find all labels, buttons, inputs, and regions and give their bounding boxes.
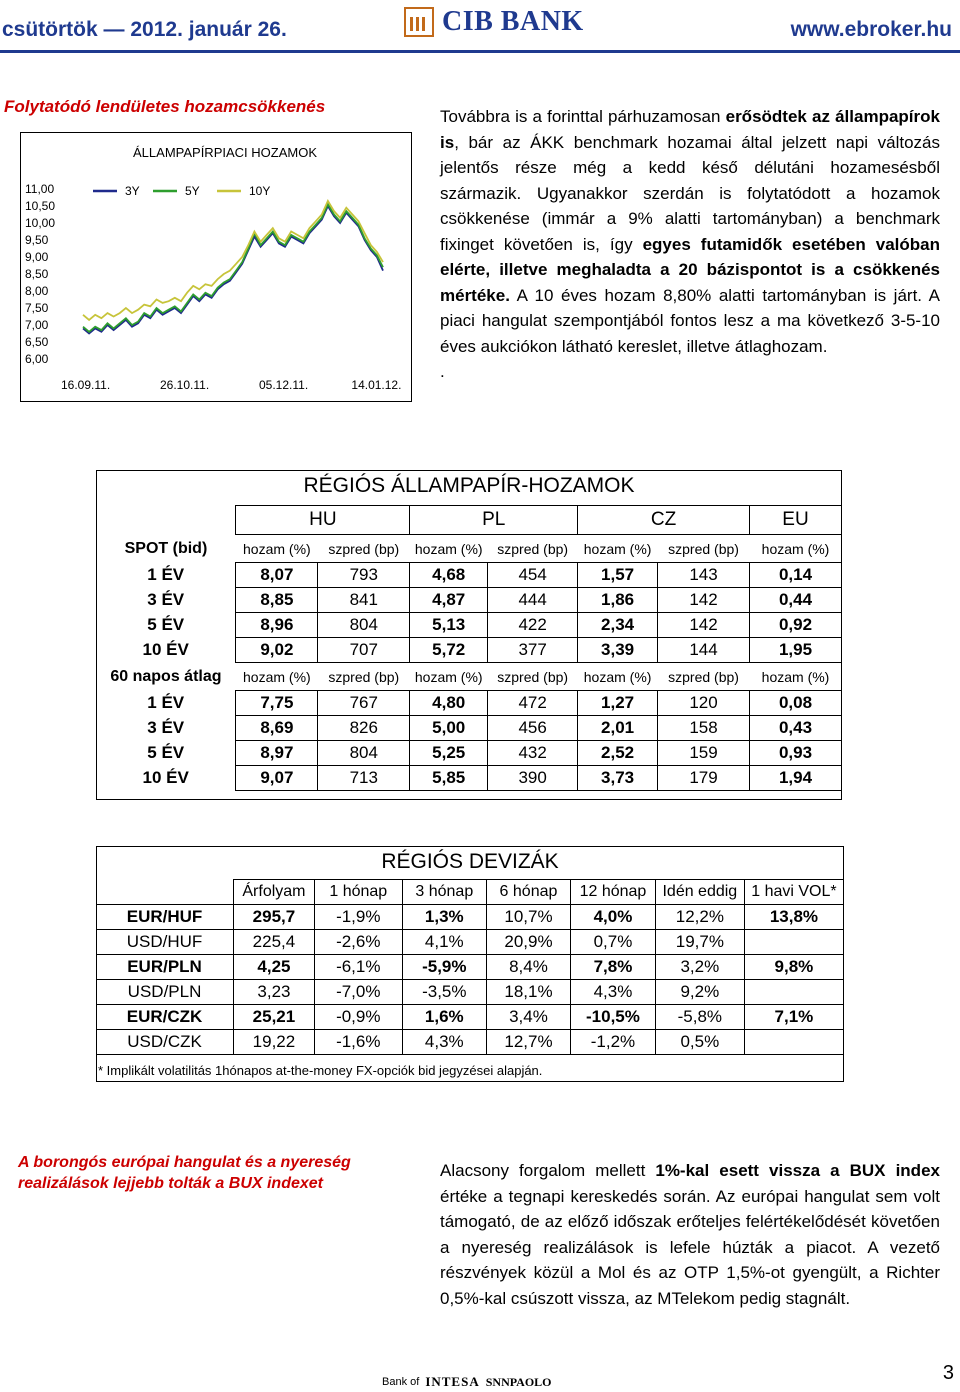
block-label: 60 napos átlag	[110, 667, 222, 685]
table-cell: 1,27	[578, 691, 658, 716]
table-cell: 4,80	[410, 691, 488, 716]
currency-pair: EUR/CZK	[96, 1005, 234, 1030]
currency-pair: EUR/HUF	[96, 905, 234, 930]
table-cell: 4,3%	[571, 980, 656, 1005]
currency-pair: EUR/PLN	[96, 955, 234, 980]
bank-of-label: Bank of	[382, 1376, 420, 1388]
country-header-row	[96, 506, 842, 535]
column-header: 1 havi VOL*	[744, 880, 843, 905]
table-cell: 159	[658, 741, 750, 766]
table-cell: 7,1%	[744, 1005, 843, 1030]
currency-pair: USD/PLN	[96, 980, 234, 1005]
column-header: hozam (%)	[243, 668, 311, 685]
table-cell: 9,2%	[655, 980, 744, 1005]
table-cell	[744, 930, 843, 955]
country-header: HU	[236, 506, 410, 535]
table-cell: 19,7%	[655, 930, 744, 955]
column-header: 6 hónap	[486, 880, 570, 905]
table-cell: 0,43	[750, 716, 842, 741]
fx-row	[96, 1005, 844, 1030]
table-cell: 841	[318, 588, 410, 613]
table-cell: 120	[658, 691, 750, 716]
regional-fx-title: RÉGIÓS DEVIZÁK	[381, 850, 559, 873]
currency-pair: USD/HUF	[96, 930, 234, 955]
table-cell: 4,68	[410, 563, 488, 588]
legend-label-5Y: 5Y	[185, 184, 200, 198]
table-cell: 472	[488, 691, 578, 716]
table-row	[96, 741, 842, 766]
table-cell: 377	[488, 638, 578, 663]
table-cell: 143	[658, 563, 750, 588]
table-cell: 1,6%	[402, 1005, 486, 1030]
series-line-3Y	[83, 206, 383, 334]
block-label: SPOT (bid)	[124, 539, 208, 557]
column-header: szpred (bp)	[328, 540, 400, 557]
corner-cell	[96, 506, 236, 535]
table-cell: 3,23	[234, 980, 315, 1005]
table-cell: 0,5%	[655, 1030, 744, 1055]
text-run: Alacsony forgalom mellett	[440, 1161, 656, 1180]
table-row	[96, 638, 842, 663]
table-cell: 225,4	[234, 930, 315, 955]
fx-row	[96, 930, 844, 955]
table-cell: 1,86	[578, 588, 658, 613]
block-header-row	[96, 663, 842, 691]
y-tick-label: 11,00	[25, 182, 55, 196]
table-cell: 8,97	[236, 741, 318, 766]
table-cell: 8,07	[236, 563, 318, 588]
table-cell: 1,95	[750, 638, 842, 663]
table-cell: -5,8%	[655, 1005, 744, 1030]
table-row	[96, 691, 842, 716]
bank-name: CIB BANK	[442, 6, 584, 37]
table-cell: 20,9%	[486, 930, 570, 955]
table-row	[96, 766, 842, 791]
table-cell: 444	[488, 588, 578, 613]
column-header: Idén eddig	[655, 880, 744, 905]
table-cell: 1,57	[578, 563, 658, 588]
table-cell: 8,85	[236, 588, 318, 613]
tenor-label: 10 ÉV	[96, 766, 236, 791]
table-cell: 707	[318, 638, 410, 663]
text-run: 1%-kal esett vissza a BUX index	[655, 1161, 940, 1180]
column-header: szpred (bp)	[668, 540, 739, 557]
website-link[interactable]: www.ebroker.hu	[790, 18, 952, 41]
intesa-label: INTESA	[425, 1374, 480, 1389]
section-title-bonds: Folytatódó lendületes hozamcsökkenés	[4, 97, 326, 116]
table-cell: -7,0%	[314, 980, 402, 1005]
regional-bonds-title: RÉGIÓS ÁLLAMPAPÍR-HOZAMOK	[303, 474, 635, 497]
column-header: hozam (%)	[583, 668, 652, 685]
table-cell: 144	[658, 638, 750, 663]
column-header: hozam (%)	[761, 540, 830, 557]
y-tick-label: 8,00	[25, 284, 49, 298]
y-tick-label: 6,50	[25, 335, 49, 349]
table-cell: -6,1%	[314, 955, 402, 980]
tenor-label: 3 ÉV	[96, 588, 236, 613]
column-header: szpred (bp)	[497, 540, 569, 557]
bonds-commentary	[440, 104, 940, 385]
fx-row	[96, 980, 844, 1005]
table-cell: 422	[488, 613, 578, 638]
fx-row	[96, 905, 844, 930]
table-cell: 767	[318, 691, 410, 716]
tenor-label: 1 ÉV	[96, 563, 236, 588]
page-number: 3	[942, 1362, 954, 1384]
table-row	[96, 716, 842, 741]
table-cell: 804	[318, 613, 410, 638]
bond-yield-chart-svg	[21, 133, 411, 401]
table-cell: 454	[488, 563, 578, 588]
column-header: hozam (%)	[243, 540, 311, 557]
table-cell: 12,7%	[486, 1030, 570, 1055]
table-cell: 3,4%	[486, 1005, 570, 1030]
table-cell: -0,9%	[314, 1005, 402, 1030]
table-cell: 2,34	[578, 613, 658, 638]
y-tick-label: 9,50	[25, 233, 49, 247]
table-cell: 2,52	[578, 741, 658, 766]
column-header: hozam (%)	[414, 540, 483, 557]
table-cell: 142	[658, 588, 750, 613]
table-cell: 7,8%	[571, 955, 656, 980]
report-date: csütörtök — 2012. január 26.	[2, 18, 287, 41]
table-cell: 0,44	[750, 588, 842, 613]
tenor-label: 3 ÉV	[96, 716, 236, 741]
x-tick-label: 05.12.11.	[259, 378, 309, 392]
currency-pair: USD/CZK	[96, 1030, 234, 1055]
table-cell: 4,1%	[402, 930, 486, 955]
table-row	[96, 588, 842, 613]
corner-cell	[96, 880, 234, 905]
column-header: hozam (%)	[761, 668, 830, 685]
column-header: szpred (bp)	[668, 668, 739, 685]
table-cell: 0,08	[750, 691, 842, 716]
column-header: szpred (bp)	[497, 668, 569, 685]
column-header: hozam (%)	[583, 540, 652, 557]
column-header: 12 hónap	[571, 880, 656, 905]
column-header: 3 hónap	[402, 880, 486, 905]
table-cell: 158	[658, 716, 750, 741]
table-cell: 8,4%	[486, 955, 570, 980]
fx-header-row	[96, 880, 844, 905]
text-run: egyes futamidők esetében valóban elérte, illetve meghaladta a 20 bázispontot is a csökkenés mértéke.	[440, 234, 940, 305]
y-tick-label: 6,00	[25, 352, 49, 366]
regional-bonds-table	[96, 505, 842, 791]
table-cell: 0,93	[750, 741, 842, 766]
country-header: CZ	[578, 506, 750, 535]
table-cell: 8,96	[236, 613, 318, 638]
table-cell: 13,8%	[744, 905, 843, 930]
table-cell: 295,7	[234, 905, 315, 930]
y-tick-label: 7,00	[25, 318, 49, 332]
table-cell: 826	[318, 716, 410, 741]
table-cell: 4,87	[410, 588, 488, 613]
table-cell: 18,1%	[486, 980, 570, 1005]
tenor-label: 10 ÉV	[96, 638, 236, 663]
table-cell: 456	[488, 716, 578, 741]
tenor-label: 5 ÉV	[96, 613, 236, 638]
table-cell: 804	[318, 741, 410, 766]
sanpaolo-label: SNNPAOLO	[485, 1374, 552, 1389]
table-cell: 1,3%	[402, 905, 486, 930]
column-header: 1 hónap	[314, 880, 402, 905]
table-cell: -10,5%	[571, 1005, 656, 1030]
fx-row	[96, 1030, 844, 1055]
table-cell: -2,6%	[314, 930, 402, 955]
block-header-row	[96, 535, 842, 563]
y-tick-label: 10,50	[25, 199, 56, 213]
table-cell: 793	[318, 563, 410, 588]
table-cell: 0,7%	[571, 930, 656, 955]
tenor-label: 1 ÉV	[96, 691, 236, 716]
cib-bank-logo	[404, 4, 584, 40]
legend-label-10Y: 10Y	[249, 184, 271, 198]
text-run: erősödtek az állampapírok is	[440, 107, 940, 152]
text-run: értéke a tegnapi kereskedés során. Az európai hangulat sem volt támogató, de az előző időszak erőteljes felértékelődését követően a nyereség realizálások is lefele húzták a piacot. A vezető részvények közül a Mol és az OTP 1,5%-ot gyengült, a Richter 0,5%-kal csúszott vissza, az MTelekom pedig stagnált.	[440, 1186, 940, 1308]
country-header: EU	[750, 506, 842, 535]
table-cell: 12,2%	[655, 905, 744, 930]
table-cell: 5,00	[410, 716, 488, 741]
y-tick-label: 9,00	[25, 250, 49, 264]
table-cell: 9,02	[236, 638, 318, 663]
table-cell: 5,72	[410, 638, 488, 663]
table-cell: 1,94	[750, 766, 842, 791]
table-cell: -1,9%	[314, 905, 402, 930]
table-cell: 432	[488, 741, 578, 766]
table-cell: 7,75	[236, 691, 318, 716]
equities-commentary	[440, 1158, 940, 1311]
fx-row	[96, 955, 844, 980]
table-cell: 8,69	[236, 716, 318, 741]
table-cell: 9,8%	[744, 955, 843, 980]
y-tick-label: 8,50	[25, 267, 49, 281]
y-tick-label: 10,00	[25, 216, 56, 230]
y-tick-label: 7,50	[25, 301, 49, 315]
regional-fx-table	[96, 879, 844, 1055]
column-header: hozam (%)	[414, 668, 483, 685]
table-cell: 179	[658, 766, 750, 791]
table-cell: 713	[318, 766, 410, 791]
bond-yield-chart	[20, 132, 412, 402]
tenor-label: 5 ÉV	[96, 741, 236, 766]
table-cell: 142	[658, 613, 750, 638]
column-header: Árfolyam	[234, 880, 315, 905]
table-cell: 5,85	[410, 766, 488, 791]
table-cell: 10,7%	[486, 905, 570, 930]
table-cell: 3,73	[578, 766, 658, 791]
table-cell: 5,25	[410, 741, 488, 766]
table-cell: -1,6%	[314, 1030, 402, 1055]
table-cell: 390	[488, 766, 578, 791]
table-cell: 4,0%	[571, 905, 656, 930]
table-cell: -1,2%	[571, 1030, 656, 1055]
table-cell: 19,22	[234, 1030, 315, 1055]
x-tick-label: 14.01.12.	[351, 378, 402, 392]
table-cell: 25,21	[234, 1005, 315, 1030]
column-header: szpred (bp)	[328, 668, 400, 685]
table-cell: -5,9%	[402, 955, 486, 980]
table-cell: 5,13	[410, 613, 488, 638]
table-cell: 2,01	[578, 716, 658, 741]
text-run: , bár az ÁKK benchmark hozamai által jelzett napi változás jelentős része még a kedd késő délutáni hozamesésből származik. Ugyanakkor szerdán is folytatódott a hozamok csökkenése (immár a 9% alatti tartományban) a benchmark fixinget követően is, így	[440, 132, 940, 254]
text-run: A 10 éves hozam 8,80% alatti tartományban is járt. A piaci hangulat szempontjából fontos lesz a ma következő 3-5-10 éves aukciókon látható kereslet, illetve átlaghozam.	[440, 285, 940, 356]
table-cell: 0,92	[750, 613, 842, 638]
bank-building-icon	[404, 7, 434, 37]
table-cell: 4,3%	[402, 1030, 486, 1055]
x-tick-label: 26.10.11.	[160, 378, 210, 392]
table-cell	[744, 980, 843, 1005]
table-cell: 9,07	[236, 766, 318, 791]
table-cell: 0,14	[750, 563, 842, 588]
fx-footnote: * Implikált volatilitás 1hónapos at-the-money FX-opciók bid jegyzései alapján.	[98, 1063, 543, 1078]
section-title-equities: A borongós európai hangulat és a nyereség realizálások lejjebb tolták a BUX indexet	[18, 1154, 351, 1192]
table-cell: 4,25	[234, 955, 315, 980]
table-row	[96, 613, 842, 638]
table-cell: 3,2%	[655, 955, 744, 980]
country-header: PL	[410, 506, 578, 535]
table-cell: -3,5%	[402, 980, 486, 1005]
text-run: Továbbra is a forinttal párhuzamosan	[440, 107, 726, 126]
header-divider	[0, 50, 960, 53]
legend-label-3Y: 3Y	[125, 184, 140, 198]
intesa-sanpaolo-logo	[382, 1374, 552, 1390]
table-cell: 3,39	[578, 638, 658, 663]
table-row	[96, 563, 842, 588]
trailing-dot: .	[440, 362, 445, 381]
x-tick-label: 16.09.11.	[61, 378, 111, 392]
table-cell	[744, 1030, 843, 1055]
chart-title: ÁLLAMPAPÍRPIACI HOZAMOK	[133, 145, 317, 160]
